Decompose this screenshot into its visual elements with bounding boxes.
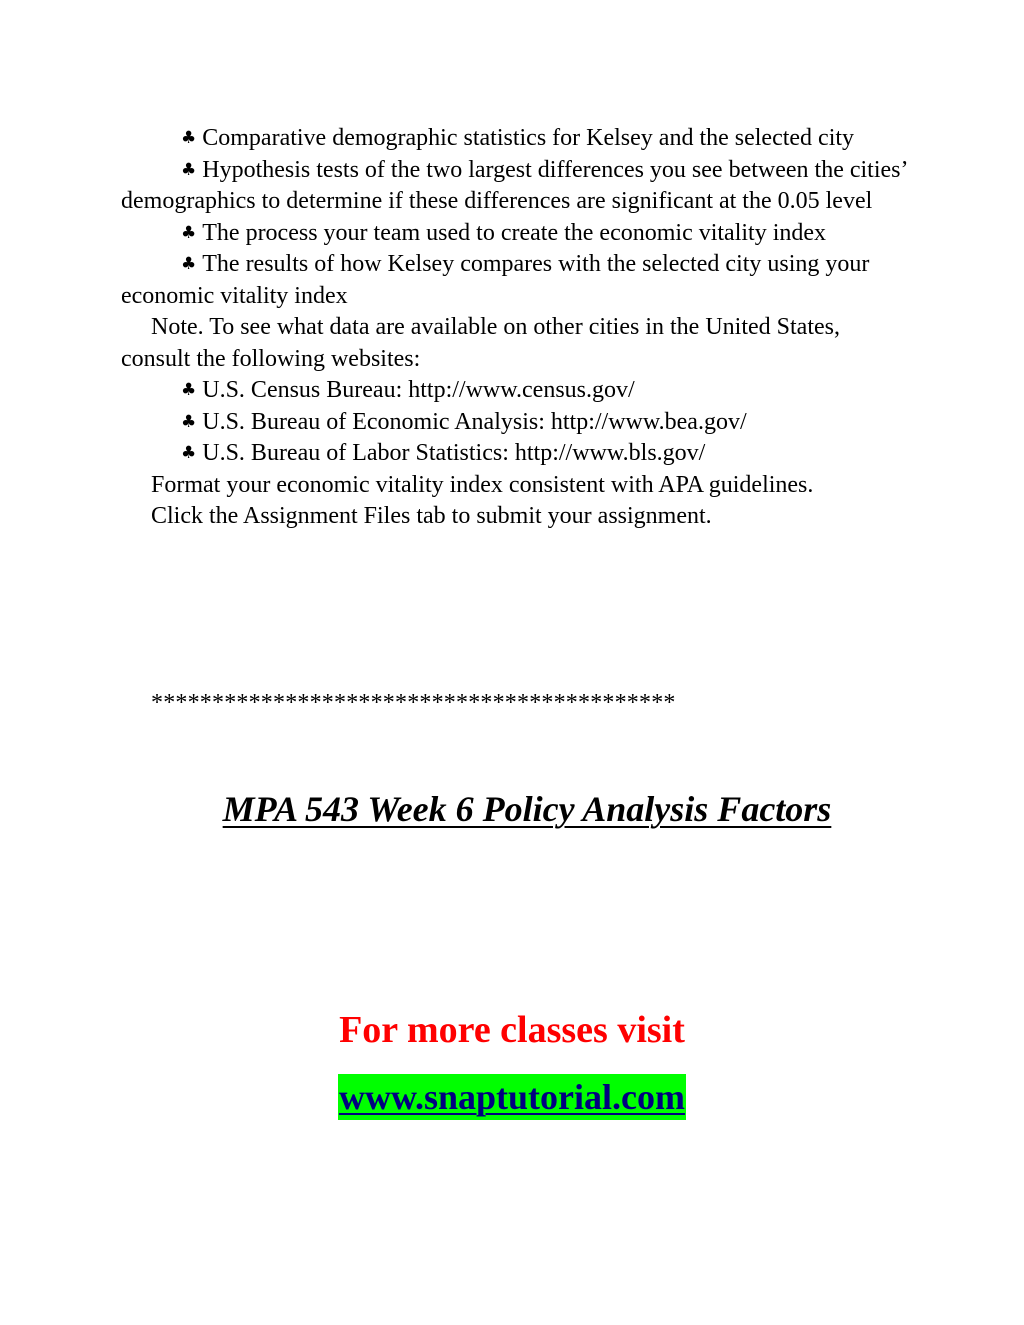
website-link[interactable]: www.snaptutorial.com: [338, 1074, 686, 1120]
list-item-text: The process your team used to create the economic vitality index: [202, 219, 827, 246]
list-item-text: Comparative demographic statistics for Kelsey and the selected city: [202, 125, 855, 151]
list-item: [121, 375, 911, 407]
promo-link-wrapper: [0, 1074, 1024, 1120]
club-bullet-icon: ♣: [181, 254, 197, 274]
format-paragraph: [121, 470, 911, 502]
club-bullet-icon: ♣: [181, 159, 197, 180]
note-paragraph: [121, 312, 911, 375]
list-item: [121, 407, 911, 439]
submit-text: Click the Assignment Files tab to submit your assignment.: [151, 503, 712, 529]
club-bullet-icon: ♣: [181, 128, 197, 148]
list-item: [121, 218, 911, 250]
promo-text: For more classes visit: [339, 1009, 685, 1051]
format-text: Format your economic vitality index consistent with APA guidelines.: [151, 471, 814, 498]
list-item-text: U.S. Census Bureau: http://www.census.gov/: [202, 377, 635, 403]
course-heading: MPA 543 Week 6 Policy Analysis Factors: [222, 789, 832, 829]
club-bullet-icon: ♣: [181, 411, 197, 432]
list-item: [121, 249, 911, 312]
list-item-text: U.S. Bureau of Economic Analysis: http://www.bea.gov/: [202, 408, 747, 435]
list-item: [121, 123, 911, 155]
list-item: [121, 438, 911, 470]
club-bullet-icon: ♣: [181, 443, 197, 463]
list-item: [121, 155, 911, 218]
club-bullet-icon: ♣: [181, 222, 197, 243]
separator-stars: *******************************************: [151, 690, 676, 716]
note-text: Note. To see what data are available on other cities in the United States, consult the following websites:: [121, 314, 840, 372]
assignment-body: [121, 123, 911, 533]
list-item-text: Hypothesis tests of the two largest differences you see between the cities’ demographics to determine if these differences are significant at the 0.05 level: [121, 156, 907, 214]
submit-paragraph: [121, 501, 911, 533]
club-bullet-icon: ♣: [181, 380, 197, 400]
list-item-text: The results of how Kelsey compares with the selected city using your economic vitality index: [121, 251, 870, 309]
list-item-text: U.S. Bureau of Labor Statistics: http://www.bls.gov/: [202, 440, 706, 466]
